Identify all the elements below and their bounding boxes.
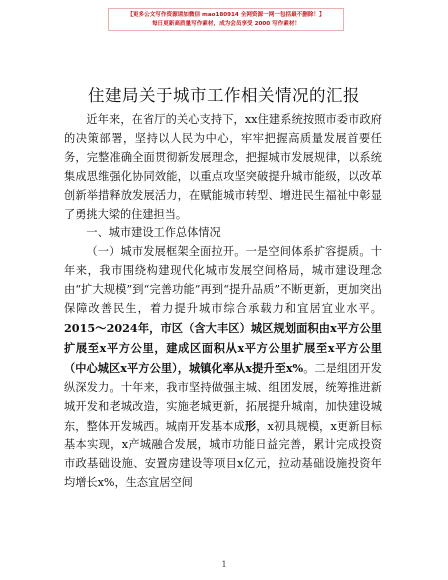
section-1-text-e: ，x初具规模，x更新目标基本实现，x产城融合发展，城市功能日益完善，累计完成投资市政基础设施、安置房建设等项目x亿元，拉动基础设施投资年均增长x%，生态宜居空间 (64, 419, 382, 490)
banner-line-1: 【更多公文写作资源请加微信 mao180914 全网资源一网一包括最不删除！】 (127, 12, 325, 18)
section-1-paragraph (64, 243, 382, 493)
section-1-text-bold-2: 形 (244, 418, 257, 433)
section-heading-1: 一、城市建设工作总体情况 (86, 226, 221, 240)
section-1-text-c: 。二是组团开发纵深发力。十年来，我市坚持做强主城、组团发展，统筹推进新城开发和老城改造，实施老城更新，拓展提升城南，加快建设城东，整体开发城西。城南开发基本成 (64, 361, 382, 433)
document-title: 住建局关于城市工作相关情况的汇报 (88, 86, 360, 105)
intro-paragraph: 近年来，在省厅的关心支持下，xx住建系统按照市委市政府的决策部署，坚持以人民为中心，牢牢把握高质量发展首要任务，完整准确全面贯彻新发展理念，把握城市发展规律，以系统集成思维强化协同效能，以重点攻坚突破提升城市能级，以改革创新举措释放发展活力，在赋能城市转型、增进民生福祉中彰显了勇挑大梁的住建担当。 (64, 113, 382, 221)
header-banner (108, 8, 344, 31)
page-number: 1 (221, 560, 227, 569)
banner-line-2: 每日更新高质量写作素材，成为会员享受 2000 写作素材！ (151, 20, 301, 27)
section-1-text-bold: 2015～2024年，市区（含大丰区）城区规划面积由x平方公里扩展至x平方公里，建成区面积从x平方公里扩展至x平方公里（中心城区x平方公里），城镇化率从x提升至x% (64, 320, 382, 375)
section-1-text-a: （一）城市发展框架全面拉开。一是空间体系扩容提质。十年来，我市围绕构建现代化城市发展空间格局，城市建设理念由“扩大规模”到“完善功能”再到“提升品质”不断更新，更加突出保障改善民生，着力提升城市综合承载力和宜居宜业水平。 (64, 245, 382, 316)
document-body (64, 111, 382, 493)
